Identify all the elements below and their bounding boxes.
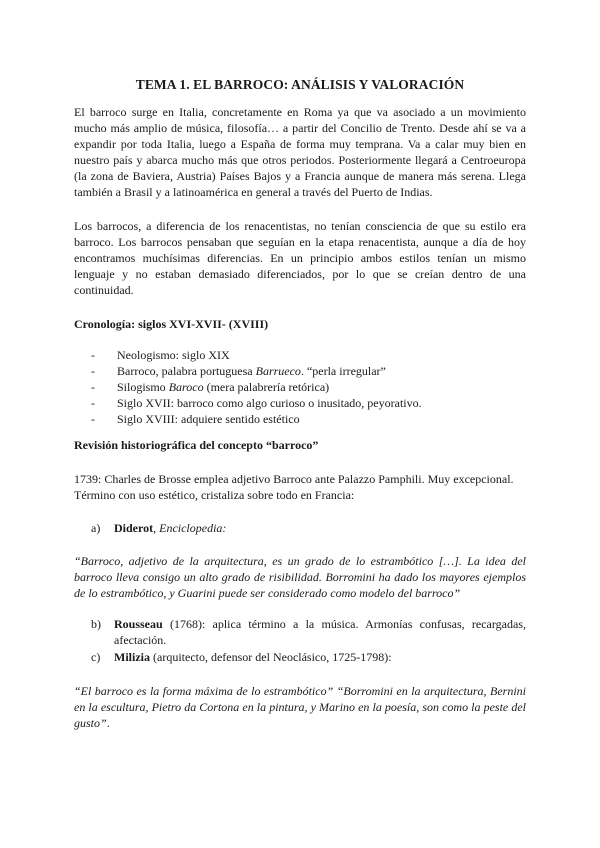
list-item-italic: Barrueco [255, 364, 301, 378]
intro-paragraph: El barroco surge en Italia, concretamente en Roma ya que va asociado a un movimiento mucho más amplio de música, filosofía… a partir del Concilio de Trento. Desde ahí se va a expandir por toda Italia, luego a España de forma muy temprana. Va a calar muy bien en nuestro país y abarca mucho más que otros periodos. Posteriormente llegará a Centroeuropa (la zona de Baviera, Austria) Países Bajos y a Francia aunque de manera más serena. Llega también a Brasil y a latinoamérica en general a través del Puerto de Indias. [74, 105, 526, 199]
list-item-text: Barroco, palabra portuguesa [117, 364, 256, 378]
list-item-text: . “perla irregular” [300, 364, 386, 378]
work-title: Enciclopedia: [159, 521, 227, 535]
list-dash: - [91, 380, 95, 394]
item-marker: a) [91, 521, 101, 535]
cronologia-list [91, 347, 422, 427]
cronologia-heading: Cronología: siglos XVI-XVII- (XVIII) [74, 317, 269, 331]
diderot-quote: “Barroco, adjetivo de la arquitectura, es un grado de lo estrambótico […]. La idea del barroco lleva consigo un alto grado de risibilidad. Borromini ha dado los mayores ejemplos de lo estrambótico, y Guarini puede ser considerado como modelo del barroco” [74, 554, 526, 600]
item-body [114, 649, 526, 665]
quote-end: . [106, 716, 110, 730]
list-item [91, 347, 422, 363]
author-name: Milizia [114, 650, 150, 664]
list-item-text: Siglo XVII: barroco como algo curioso o inusitado, peyorativo. [117, 396, 422, 410]
item-text: (1768): aplica término a la música. Armonías confusas, recargadas, afectación. [114, 617, 526, 647]
list-dash: - [91, 412, 95, 426]
quote-part: “El barroco es la forma máxima de lo estrambótico” [74, 684, 334, 698]
author-name: Rousseau [114, 617, 163, 631]
list-item [91, 363, 422, 379]
milizia-quote [74, 683, 526, 731]
list-item [91, 395, 422, 411]
quote-part: “Borromini en la arquitectura, Bernini en la escultura, Pietro da Cortona en la pintura, y Marino en la poesía, son como la peste del gusto” [74, 684, 526, 730]
list-item-text: (mera palabrería retórica) [203, 380, 330, 394]
author-name: Diderot [114, 521, 154, 535]
item-body [114, 520, 526, 536]
document-title: TEMA 1. EL BARROCO: ANÁLISIS Y VALORACIÓN [135, 77, 465, 92]
list-item-text: Silogismo [117, 380, 169, 394]
second-paragraph: Los barrocos, a diferencia de los renacentistas, no tenían consciencia de que su estilo era barroco. Los barrocos pensaban que seguían en la etapa renacentista, aunque a día de hoy encontramos muchísimas diferencias. En un principio ambos estilos tenían un mismo lenguaje y no estaban demasiado diferenciados, por lo que se creían dentro de una continuidad. [74, 219, 526, 297]
list-dash: - [91, 396, 95, 410]
list-item-text: Neologismo: siglo XIX [117, 348, 230, 362]
item-marker: c) [91, 650, 101, 664]
list-dash: - [91, 348, 95, 362]
list-item-italic: Baroco [168, 380, 204, 394]
list-item-text: Siglo XVIII: adquiere sentido estético [117, 412, 300, 426]
brosse-paragraph: 1739: Charles de Brosse emplea adjetivo Barroco ante Palazzo Pamphili. Muy excepcional. Término con uso estético, cristaliza sobre todo en Francia: [74, 472, 514, 502]
separator: , [153, 521, 160, 535]
item-text: (arquitecto, defensor del Neoclásico, 1725-1798): [150, 650, 392, 664]
list-item [91, 379, 422, 395]
list-item [91, 411, 422, 427]
revision-heading: Revisión historiográfica del concepto “barroco” [74, 438, 319, 452]
list-dash: - [91, 364, 95, 378]
item-body [114, 616, 526, 648]
item-marker: b) [91, 617, 101, 631]
